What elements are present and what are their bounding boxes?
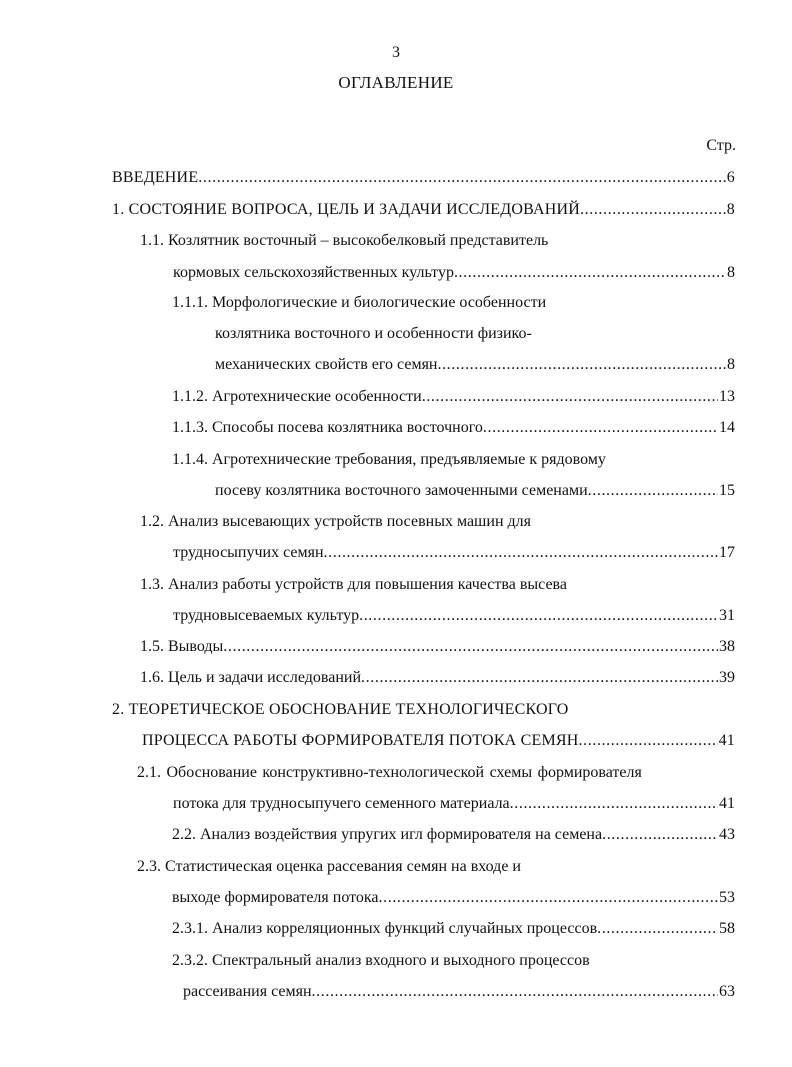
toc-entry-1-1-1-line-2: козлятника восточного и особенности физико- (215, 325, 532, 342)
toc-entry-title: рассеивания семян (183, 983, 312, 1000)
toc-entry-2-3-line-1: 2.3. Статистическая оценка рассевания семян на входе и (137, 858, 521, 875)
toc-entry-page: 39 (719, 669, 735, 686)
toc-entry-page: 15 (719, 482, 735, 499)
page-column-label: Стр. (706, 137, 736, 154)
toc-entry-1-2-line-1: 1.2. Анализ высевающих устройств посевных машин для (140, 513, 531, 530)
toc-entry-1-1-4-line-1: 1.1.4. Агротехнические требования, предъявляемые к рядовому (172, 451, 606, 468)
toc-entry-1-1-4 (215, 481, 735, 501)
toc-entry-page: 41 (719, 795, 735, 812)
toc-entry-title: кормовых сельскохозяйственных культур (173, 264, 454, 281)
leader-dots (597, 919, 718, 939)
toc-entry-chapter-1 (112, 200, 735, 220)
toc-entry-title: 2.2. Анализ воздействия упругих игл формирователя на семена (172, 826, 603, 843)
toc-entry-1-3 (173, 606, 735, 626)
toc-entry-page: 8 (726, 201, 735, 218)
toc-entry-2-1-line-1: 2.1. Обоснование конструктивно-технологической схемы формирователя (137, 764, 642, 781)
toc-entry-chapter-2-line-1: 2. ТЕОРЕТИЧЕСКОЕ ОБОСНОВАНИЕ ТЕХНОЛОГИЧЕСКОГО (112, 701, 569, 718)
leader-dots (379, 888, 718, 908)
toc-entry-introduction (112, 168, 735, 188)
toc-entry-1-1-1-line-1: 1.1.1. Морфологические и биологические особенности (172, 294, 547, 311)
toc-entry-page: 58 (719, 920, 735, 937)
leader-dots (422, 387, 718, 407)
toc-entry-title: 1. СОСТОЯНИЕ ВОПРОСА, ЦЕЛЬ И ЗАДАЧИ ИССЛЕДОВАНИЙ (112, 201, 581, 218)
toc-entry-title: ВВЕДЕНИЕ (112, 169, 199, 186)
toc-entry-title: посеву козлятника восточного замоченными семенами (215, 482, 588, 499)
toc-entry-2-3-2-line-1: 2.3.2. Спектральный анализ входного и выходного процессов (172, 952, 590, 969)
toc-entry-page: 38 (719, 638, 735, 655)
toc-entry-title: трудновысеваемых культур (173, 607, 360, 624)
toc-entry-2-1 (173, 794, 735, 814)
toc-entry-title: потока для трудносыпучего семенного материала (173, 795, 510, 812)
page-number: 3 (392, 44, 400, 61)
leader-dots (580, 200, 726, 220)
toc-entry-title: 1.1.2. Агротехнические особенности (172, 388, 422, 405)
toc-entry-title: 1.5. Выводы (140, 638, 224, 655)
toc-entry-page: 41 (718, 732, 735, 749)
toc-entry-title: 1.1.3. Способы посева козлятника восточного (172, 419, 483, 436)
toc-entry-chapter-2 (142, 731, 735, 751)
toc-entry-title: ПРОЦЕССА РАБОТЫ ФОРМИРОВАТЕЛЯ ПОТОКА СЕМЯН (142, 732, 579, 749)
leader-dots (312, 982, 718, 1002)
leader-dots (588, 481, 718, 501)
toc-entry-1-1-3 (172, 418, 735, 438)
toc-entry-title: трудносыпучих семян (173, 544, 324, 561)
leader-dots (483, 418, 718, 438)
leader-dots (579, 731, 718, 751)
toc-entry-title: 2.3.1. Анализ корреляционных функций случайных процессов (172, 920, 598, 937)
leader-dots (361, 668, 718, 688)
toc-title: ОГЛАВЛЕНИЕ (338, 73, 454, 92)
leader-dots (359, 606, 718, 626)
toc-entry-page: 8 (727, 356, 735, 373)
leader-dots (602, 825, 718, 845)
toc-entry-page: 13 (719, 388, 735, 405)
toc-entry-2-3-1 (172, 919, 735, 939)
toc-entry-page: 53 (719, 889, 735, 906)
toc-entry-2-3 (172, 888, 735, 908)
toc-entry-1-1-line-1: 1.1. Козлятник восточный – высокобелковый представитель (140, 232, 549, 249)
toc-entry-page: 31 (719, 607, 735, 624)
toc-entry-title: 1.6. Цель и задачи исследований (140, 669, 362, 686)
leader-dots (223, 637, 718, 657)
toc-entry-2-2 (172, 825, 735, 845)
toc-entry-page: 8 (727, 264, 735, 281)
toc-entry-page: 17 (719, 544, 735, 561)
toc-entry-1-1 (173, 263, 735, 283)
toc-entry-1-6 (140, 668, 735, 688)
leader-dots (198, 168, 726, 188)
toc-entry-page: 43 (719, 826, 735, 843)
toc-entry-2-3-2 (183, 982, 735, 1002)
toc-entry-1-2 (173, 543, 735, 563)
toc-entry-title: выходе формирователя потока (172, 889, 379, 906)
toc-entry-page: 14 (719, 419, 735, 436)
toc-entry-1-1-2 (172, 387, 735, 407)
toc-entry-1-5 (140, 637, 735, 657)
toc-entry-1-3-line-1: 1.3. Анализ работы устройств для повышения качества высева (140, 576, 567, 593)
toc-entry-1-1-1 (215, 355, 735, 375)
toc-entry-title: механических свойств его семян (215, 356, 438, 373)
leader-dots (324, 543, 718, 563)
leader-dots (437, 355, 726, 375)
toc-entry-page: 63 (719, 983, 735, 1000)
leader-dots (510, 794, 718, 814)
leader-dots (454, 263, 726, 283)
toc-entry-page: 6 (726, 169, 735, 186)
